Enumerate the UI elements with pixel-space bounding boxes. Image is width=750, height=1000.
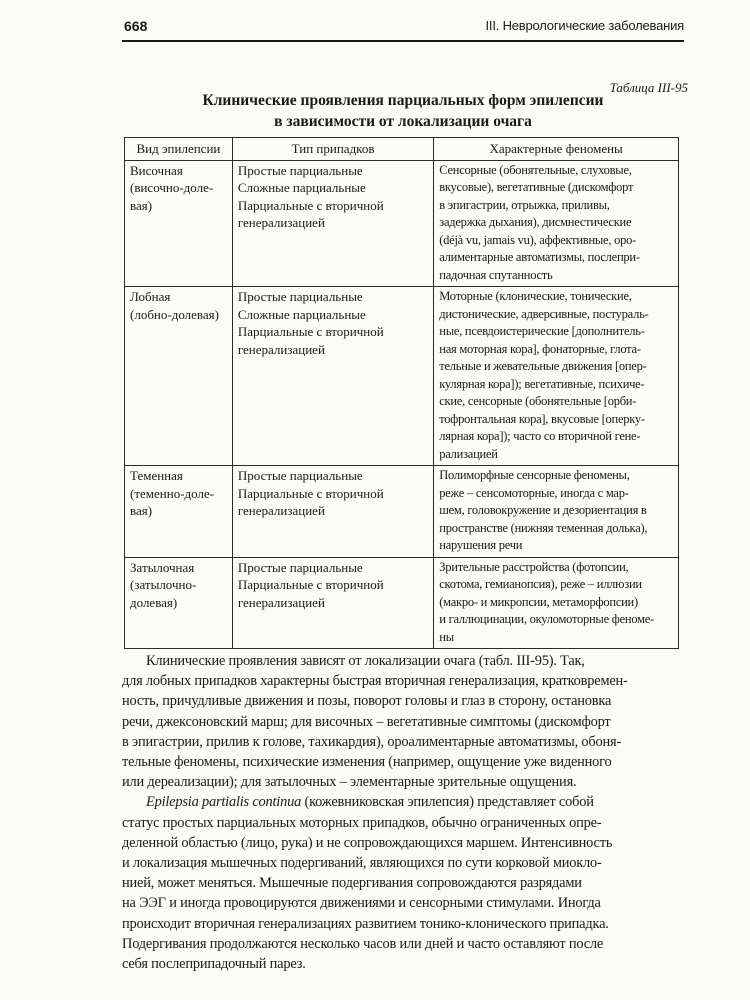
cell-line: ные, псевдоистерические [дополнитель-	[439, 324, 645, 338]
column-header: Характерные феномены	[434, 138, 679, 161]
cell-line: (теменно-доле-	[130, 485, 215, 501]
cell-line: вкусовые), вегетативные (дискомфорт	[439, 180, 634, 194]
cell-line: Сложные парциальные	[237, 306, 366, 322]
text-line: себя послеприпадочный парез.	[122, 956, 306, 973]
cell-line: Полиморфные сенсорные феномены,	[439, 468, 630, 482]
text-line: и локализация мышечных подергиваний, являющихся по сути корковой миокло-	[122, 855, 602, 872]
cell-line: дистонические, адверсивные, постураль-	[439, 306, 649, 321]
cell-line: ны	[439, 629, 454, 644]
table-number: Таблица III-95	[609, 80, 688, 95]
cell-line: ские, сенсорные (обонятельные [орби-	[439, 394, 637, 408]
text-line: ность, причудливые движения и позы, поворот головы и глаз в сторону, остановка	[122, 693, 612, 710]
cell-line: Парциальные с вторичной	[237, 324, 384, 339]
running-header	[122, 12, 684, 42]
cell-line: Лобная	[130, 289, 171, 304]
text-line: статус простых парциальных моторных припадков, обычно ограниченных опре-	[122, 814, 602, 831]
cell-line: (déjà vu, jamais vu), аффективные, оро-	[439, 232, 637, 247]
cell-line: в эпигастрии, отрыжка, приливы,	[439, 197, 610, 212]
cell-line: Зрительные расстройства (фотопсии,	[439, 559, 629, 574]
cell-line: реже – сенсомоторные, иногда с мар-	[439, 485, 629, 500]
text-line: тельные феномены, психические изменения (например, ощущение уже виденного	[122, 754, 612, 771]
text-line: Клинические проявления зависят от локализации очага (табл. III-95). Так,	[146, 653, 585, 669]
text-line: для лобных припадков характерны быстрая вторичная генерализация, кратковремен-	[122, 673, 628, 690]
epilepsy-table	[124, 137, 679, 649]
body-text	[122, 651, 684, 974]
phenomena-cell	[434, 466, 679, 558]
text-line: Подергивания продолжаются несколько часов или дней и часто оставляют после	[122, 935, 604, 952]
cell-line: Парциальные с вторичной	[237, 197, 384, 213]
cell-line: Простые парциальные	[237, 559, 363, 575]
cell-line: Теменная	[130, 468, 183, 483]
text-line: нией, может меняться. Мышечные подергивания сопровождаются разрядами	[122, 875, 582, 892]
cell-line: нарушения речи	[439, 538, 523, 552]
text-fragment: (кожевниковская эпилепсия) представляет собой	[301, 794, 594, 811]
paragraph	[122, 651, 684, 792]
text-line	[122, 792, 684, 812]
cell-line: Парциальные с вторичной	[237, 577, 384, 592]
page-number: 668	[124, 18, 148, 34]
text-line: или дереализации); для затылочных – элементарные зрительные ощущения.	[122, 774, 577, 791]
cell-line: Височная	[130, 162, 183, 178]
seizure-type-cell	[232, 557, 433, 649]
table-row	[125, 160, 679, 287]
cell-line: вая)	[130, 197, 153, 213]
table-row	[125, 557, 679, 649]
cell-line: Простые парциальные	[237, 162, 363, 178]
cell-line: генерализацией	[237, 594, 325, 610]
cell-line: генерализацией	[237, 341, 325, 357]
cell-line: Сенсорные (обонятельные, слуховые,	[439, 162, 632, 177]
paragraph	[122, 792, 684, 974]
cell-line: (макро- и микропсии, метаморфопсии)	[439, 594, 638, 609]
cell-line: шем, головокружение и дезориентация в	[439, 503, 647, 517]
table-row	[125, 466, 679, 558]
cell-line: (лобно-долевая)	[130, 306, 219, 322]
section-title: III. Неврологические заболевания	[485, 18, 684, 33]
cell-line: Простые парциальные	[237, 468, 363, 483]
epilepsy-type-cell	[125, 466, 233, 558]
phenomena-cell	[434, 287, 679, 466]
table-title-line: в зависимости от локализации очага	[274, 113, 532, 130]
cell-line: рализацией	[439, 446, 498, 461]
text-line: на ЭЭГ и иногда провоцируются движениями и сенсорными стимулами. Иногда	[122, 895, 601, 912]
cell-line: падочная спутанность	[439, 267, 553, 282]
epilepsy-type-cell	[125, 287, 233, 466]
cell-line: Моторные (клонические, тонические,	[439, 289, 632, 303]
phenomena-cell	[434, 557, 679, 649]
phenomena-cell	[434, 160, 679, 287]
cell-line: (височно-доле-	[130, 180, 214, 195]
table-title	[122, 90, 684, 132]
epilepsy-type-cell	[125, 160, 233, 287]
seizure-type-cell	[232, 160, 433, 287]
cell-line: тофронтальная кора], вкусовые [оперку-	[439, 411, 645, 426]
table-header-row	[125, 138, 679, 161]
epilepsy-type-cell	[125, 557, 233, 649]
italic-term: Epilepsia partialis continua	[146, 794, 302, 811]
cell-line: генерализацией	[237, 503, 325, 518]
cell-line: (затылочно-	[130, 577, 197, 592]
text-line: деленной областью (лицо, рука) и не сопровождающихся маршем. Интенсивность	[122, 834, 613, 851]
column-header: Тип припадков	[232, 138, 433, 161]
cell-line: алиментарные автоматизмы, послепри-	[439, 250, 640, 264]
cell-line: пространстве (нижняя теменная долька),	[439, 520, 648, 535]
cell-line: Сложные парциальные	[237, 180, 366, 195]
cell-line: генерализацией	[237, 215, 325, 230]
seizure-type-cell	[232, 287, 433, 466]
cell-line: вая)	[130, 503, 153, 518]
cell-line: задержка дыхания), дисмнестические	[439, 215, 632, 229]
cell-line: лярная кора]); часто со вторичной гене-	[439, 429, 641, 443]
cell-line: Простые парциальные	[237, 289, 363, 304]
cell-line: Парциальные с вторичной	[237, 485, 384, 501]
text-line: происходит вторичная генерализациях развитием тонико-клонического припадка.	[122, 915, 609, 932]
cell-line: ная моторная кора], фонаторные, глота-	[439, 341, 641, 356]
table-title-line: Клинические проявления парциальных форм эпилепсии	[202, 92, 604, 109]
cell-line: кулярная кора]); вегетативные, психиче-	[439, 376, 645, 391]
seizure-type-cell	[232, 466, 433, 558]
cell-line: тельные и жевательные движения [опер-	[439, 359, 647, 373]
cell-line: и галлюцинации, окуломоторные феноме-	[439, 612, 654, 626]
cell-line: долевая)	[130, 594, 178, 610]
cell-line: Затылочная	[130, 559, 195, 575]
text-line: речи, джексоновский марш; для височных – вегетативные симптомы (дискомфорт	[122, 713, 611, 730]
text-line: в эпигастрии, прилив к голове, тахикардия), ороалиментарные автоматизмы, обоня-	[122, 733, 622, 750]
table-row	[125, 287, 679, 466]
column-header: Вид эпилепсии	[125, 138, 233, 161]
cell-line: скотома, гемианопсия), реже – иллюзии	[439, 577, 642, 591]
